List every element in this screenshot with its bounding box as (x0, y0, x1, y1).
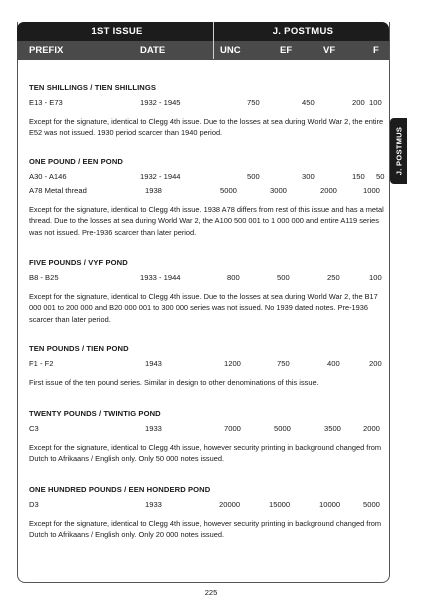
col-vf: VF (323, 45, 336, 56)
cell-ef: 300 (302, 172, 315, 181)
cell-prefix: A78 Metal thread (29, 186, 87, 195)
section-title: FIVE POUNDS / VYF POND (29, 258, 128, 267)
cell-unc: 20000 (219, 500, 241, 509)
column-header-row (17, 41, 389, 60)
cell-f: 1000 (363, 186, 380, 195)
issue-label: 1ST ISSUE (91, 26, 143, 37)
section-description: Except for the signature, identical to Clegg 4th issue. Due to the losses at sea during World War 2, the B17 000 001 to 200 000 and B20 000 001 to 300 000 series was not issued. No 1939 dated notes. Pre-1936 scarcer than later period. (29, 292, 378, 324)
table-header-top (17, 22, 389, 41)
cell-date: 1933 - 1944 (140, 273, 181, 282)
cell-f: 100 (369, 273, 382, 282)
cell-ef: 450 (302, 98, 315, 107)
col-prefix: PREFIX (29, 45, 64, 56)
cell-unc: 5000 (220, 186, 237, 195)
cell-f: 2000 (363, 424, 380, 433)
cell-ef: 5000 (274, 424, 291, 433)
cell-unc: 7000 (224, 424, 241, 433)
section-description: First issue of the ten pound series. Similar in design to other denominations of this issue. (29, 378, 319, 387)
cell-vf: 200 (352, 98, 365, 107)
cell-date: 1933 (145, 424, 162, 433)
section-title: ONE HUNDRED POUNDS / EEN HONDERD POND (29, 485, 211, 494)
col-f: F (373, 45, 379, 56)
cell-prefix: C3 (29, 424, 39, 433)
cell-prefix: B8 - B25 (29, 273, 59, 282)
section-description: Except for the signature, identical to Clegg 4th issue, however security printing in background changed from Dutch to Afrikaans / English only. Only 50 000 notes issued. (29, 443, 382, 464)
cell-ef: 15000 (269, 500, 291, 509)
cell-date: 1933 (145, 500, 162, 509)
page-number: 225 (204, 588, 218, 597)
cell-date: 1943 (145, 359, 162, 368)
section-title: TWENTY POUNDS / TWINTIG POND (29, 409, 161, 418)
section-description: Except for the signature, identical to Clegg 4th issue, however security printing in background changed from Dutch to Afrikaans / English only. Only 20 000 notes issued. (29, 519, 382, 540)
cell-unc: 1200 (224, 359, 241, 368)
col-unc: UNC (220, 45, 241, 56)
section-title: TEN POUNDS / TIEN POND (29, 344, 129, 353)
cell-prefix: E13 - E73 (29, 98, 63, 107)
col-ef: EF (280, 45, 293, 56)
cell-date: 1932 - 1945 (140, 98, 181, 107)
col-date: DATE (140, 45, 166, 56)
signatory-name: J. POSTMUS (272, 26, 334, 37)
section-description: Except for the signature, identical to Clegg 4th issue. Due to the losses at sea during World War 2, the entire E52 was not issued. 1930 period scarcer than 1940 period. (29, 117, 384, 138)
cell-f: 100 (369, 98, 382, 107)
cell-f: 5000 (363, 500, 380, 509)
section-title: ONE POUND / EEN POND (29, 157, 123, 166)
cell-unc: 800 (227, 273, 240, 282)
cell-vf: 3500 (324, 424, 341, 433)
cell-prefix: D3 (29, 500, 39, 509)
cell-ef: 3000 (270, 186, 287, 195)
cell-vf: 400 (327, 359, 340, 368)
cell-ef: 500 (277, 273, 290, 282)
cell-vf: 10000 (319, 500, 341, 509)
section-description: Except for the signature, identical to Clegg 4th issue. 1938 A78 differs from rest of this issue and has a metal thread. Due to the losses at sea during World War 2, the A100 500 001 to 1 000 000 and entire A119 series was not issued. Pre-1936 scarcer than later period. (29, 205, 384, 237)
cell-ef: 750 (277, 359, 290, 368)
side-tab (390, 118, 407, 184)
cell-unc: 500 (247, 172, 260, 181)
header-divider (213, 22, 214, 59)
cell-prefix: F1 - F2 (29, 359, 54, 368)
side-tab-label: J. POSTMUS (394, 126, 403, 176)
cell-vf: 150 (352, 172, 365, 181)
cell-f: 200 (369, 359, 382, 368)
cell-f: 50 (376, 172, 385, 181)
section-title: TEN SHILLINGS / TIEN SHILLINGS (29, 83, 157, 92)
cell-date: 1932 - 1944 (140, 172, 181, 181)
cell-vf: 2000 (320, 186, 337, 195)
cell-unc: 750 (247, 98, 260, 107)
cell-date: 1938 (145, 186, 162, 195)
cell-prefix: A30 - A146 (29, 172, 67, 181)
cell-vf: 250 (327, 273, 340, 282)
